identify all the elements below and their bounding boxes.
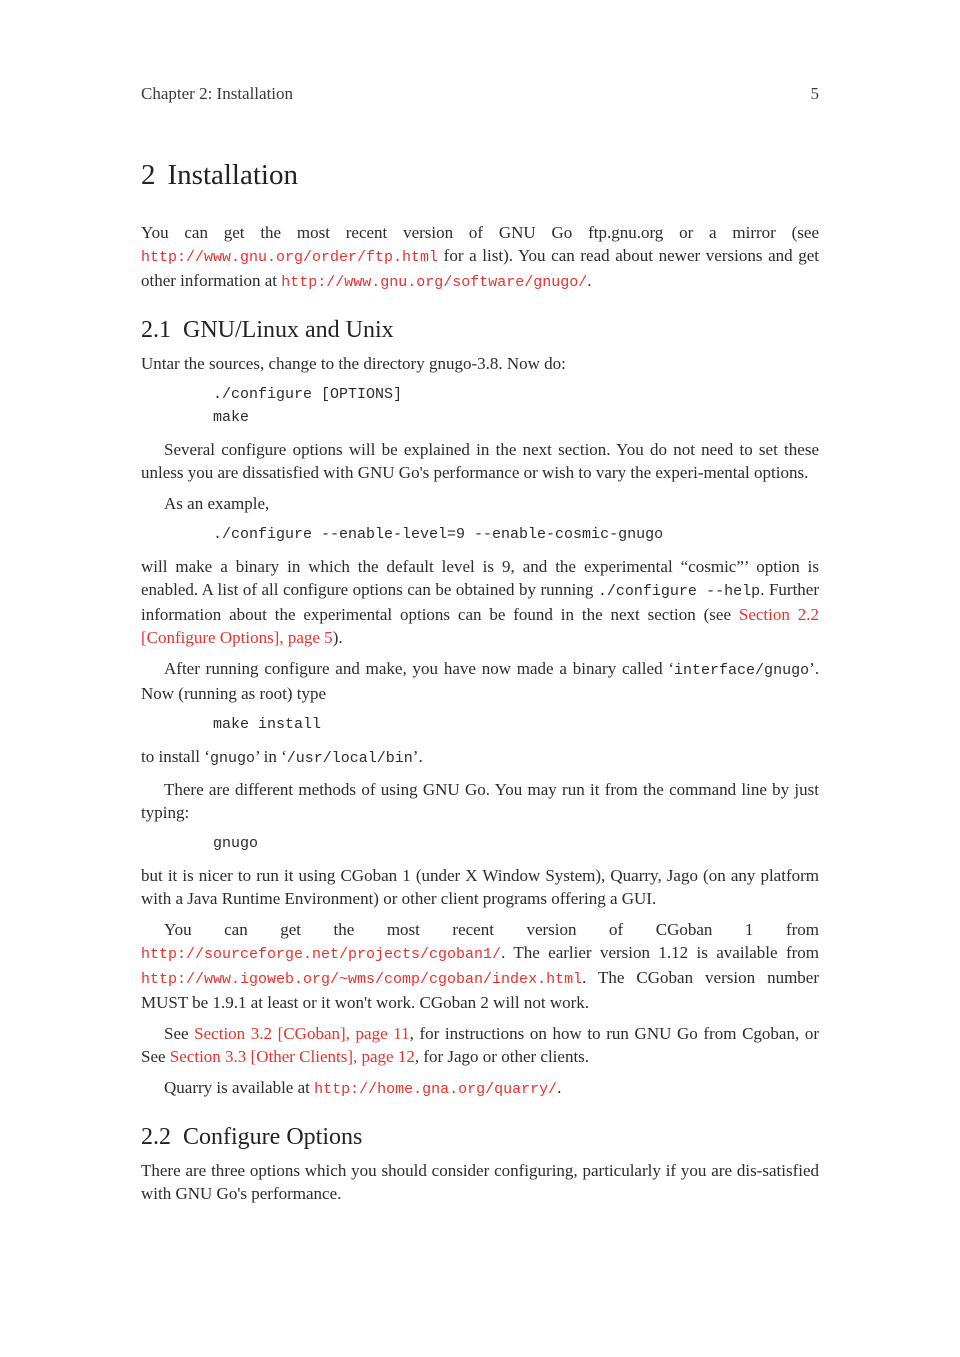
see-text-1: See — [164, 1024, 195, 1043]
interface-gnugo-code: interface/gnugo — [674, 662, 810, 679]
quarry-text-1: Quarry is available at — [164, 1078, 315, 1097]
gnugo-code-block: gnugo — [213, 835, 259, 852]
binary-text-1: will make a binary in which the default level is 9, and the experimental “cosmic”’ option is enabled. A list of all configure options can be obtained by running — [141, 557, 819, 599]
chapter-number: 2 — [141, 159, 156, 191]
section-2-1-heading — [141, 314, 819, 346]
example-paragraph: As an example, — [164, 494, 270, 513]
configure-options-paragraph: Several configure options will be explained in the next section. You do not need to set these unless you are dissatisfied with GNU Go's performance or wish to vary the experi-mental options. — [141, 440, 819, 482]
configure-options-intro-paragraph: There are three options which you should consider configuring, particularly if you are dis-satisfied with GNU Go's performance. — [141, 1161, 819, 1203]
after-running-text-2: ’. Now (running as root) type — [141, 659, 819, 703]
after-running-text-1: After running configure and make, you have now made a binary called ‘ — [164, 659, 675, 678]
chapter-title-text: Installation — [167, 159, 298, 191]
see-text-2: , for instructions on how to run GNU Go from Cgoban, or See — [141, 1024, 819, 1066]
install-text-3: ’. — [412, 747, 423, 766]
after-running-paragraph — [141, 657, 819, 705]
binary-text-2: . Further information about the experimental options can be found in the next section (see — [141, 580, 819, 624]
code-line-make: make — [213, 409, 250, 426]
section-2-2-heading — [141, 1121, 819, 1153]
install-text-2: ’ in ‘ — [254, 747, 287, 766]
cgoban-version-paragraph — [141, 918, 819, 1014]
see-sections-paragraph — [141, 1022, 819, 1068]
cgoban-igoweb-link[interactable]: http://www.igoweb.org/~wms/comp/cgoban/index.html — [141, 971, 583, 988]
gnugo-software-link[interactable]: http://www.gnu.org/software/gnugo/ — [281, 274, 588, 291]
intro-text-2: for a list). You can read about newer versions and get other information at — [141, 246, 819, 290]
page-number: 5 — [810, 84, 819, 103]
section-3-3-link[interactable]: Section 3.3 [Other Clients], page 12 — [169, 1047, 415, 1066]
section-2-2-link[interactable]: Section 2.2 [Configure Options], page 5 — [141, 605, 819, 647]
install-paragraph — [141, 745, 819, 770]
section-2-2-number: 2.2 — [141, 1124, 171, 1150]
usr-local-bin-code: /usr/local/bin — [286, 750, 413, 767]
configure-code-block — [213, 383, 819, 429]
untar-paragraph: Untar the sources, change to the directory gnugo-3.8. Now do: — [141, 354, 566, 373]
quarry-link[interactable]: http://home.gna.org/quarry/ — [314, 1081, 558, 1098]
intro-text-1: You can get the most recent version of GNU Go ftp.gnu.org or a mirror (see — [141, 223, 819, 242]
binary-text-3: ). — [332, 628, 343, 647]
example-code-block: ./configure --enable-level=9 --enable-cosmic-gnugo — [213, 526, 664, 543]
cgoban-version-text-2: . The earlier version 1.12 is available from — [501, 943, 819, 962]
gnu-ftp-link[interactable]: http://www.gnu.org/order/ftp.html — [141, 249, 439, 266]
intro-paragraph — [141, 221, 819, 294]
cgoban-version-text-3: . The CGoban version number MUST be 1.9.1 at least or it won't work. CGoban 2 will not work. — [141, 968, 819, 1012]
page-content — [141, 155, 819, 1213]
section-2-1-number: 2.1 — [141, 317, 171, 343]
code-line-configure: ./configure [OPTIONS] — [213, 386, 403, 403]
section-2-1-title: GNU/Linux and Unix — [183, 317, 394, 343]
running-header — [141, 84, 819, 104]
cgoban-version-text-1: You can get the most recent version of CGoban 1 from — [164, 920, 819, 939]
section-2-2-title: Configure Options — [183, 1124, 363, 1150]
chapter-title — [141, 155, 819, 195]
chapter-header: Chapter 2: Installation — [141, 84, 294, 103]
intro-text-3: . — [587, 271, 592, 290]
quarry-text-2: . — [557, 1078, 562, 1097]
configure-help-code: ./configure --help — [597, 583, 761, 600]
section-3-2-link[interactable]: Section 3.2 [CGoban], page 11 — [194, 1024, 410, 1043]
binary-paragraph — [141, 555, 819, 649]
install-text-1: to install ‘ — [141, 747, 210, 766]
methods-paragraph: There are different methods of using GNU Go. You may run it from the command line by just typing: — [141, 780, 819, 822]
quarry-paragraph — [141, 1076, 819, 1101]
see-text-3: , for Jago or other clients. — [414, 1047, 590, 1066]
cgoban-paragraph: but it is nicer to run it using CGoban 1 (under X Window System), Quarry, Jago (on any platform with a Java Runtime Environment) or other client programs offering a GUI. — [141, 866, 819, 908]
make-install-code-block: make install — [213, 716, 322, 733]
cgoban-sourceforge-link[interactable]: http://sourceforge.net/projects/cgoban1/ — [141, 946, 502, 963]
gnugo-code: gnugo — [209, 750, 255, 767]
